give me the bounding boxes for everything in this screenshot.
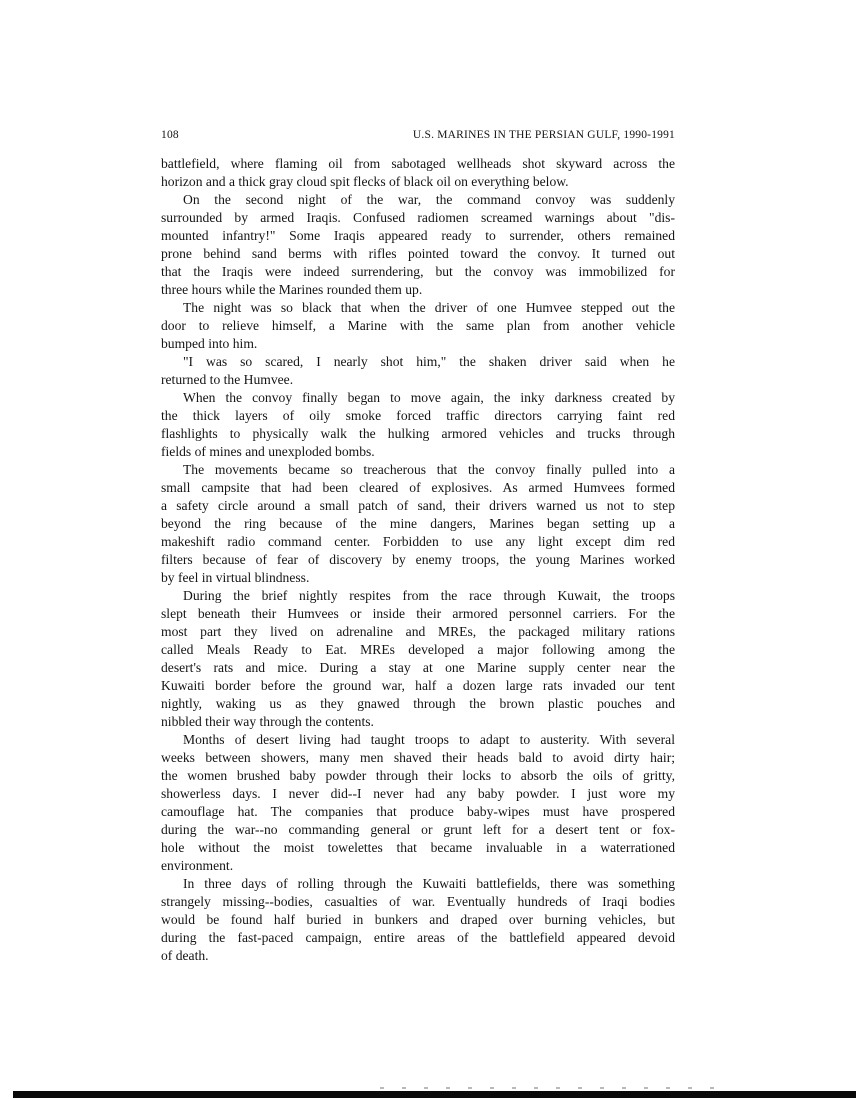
running-head <box>161 129 675 141</box>
text-line: would be found half buried in bunkers and draped over burning vehicles, but <box>161 912 675 927</box>
text-line: slept beneath their Humvees or inside their armored personnel carriers. For the <box>161 606 675 621</box>
text-line: hole without the moist towelettes that became invaluable in a waterrationed <box>161 840 675 855</box>
text-line: a safety circle around a small patch of sand, their drivers warned us not to step <box>161 498 675 513</box>
text-line: desert's rats and mice. During a stay at one Marine supply center near the <box>161 660 675 675</box>
scan-edge-bar <box>13 1091 856 1098</box>
text-line: environment. <box>161 858 234 873</box>
paragraph <box>161 875 675 965</box>
page-number: 108 <box>161 129 179 141</box>
text-line: three hours while the Marines rounded them up. <box>161 282 423 297</box>
text-line: beyond the ring because of the mine dangers, Marines began setting up a <box>161 516 675 531</box>
paragraph <box>161 587 675 731</box>
paragraph <box>161 731 675 875</box>
text-line: When the convoy finally began to move again, the inky darkness created by <box>183 390 675 405</box>
paragraph <box>161 191 675 299</box>
text-line: nibbled their way through the contents. <box>161 714 374 729</box>
text-line: horizon and a thick gray cloud spit flecks of black oil on everything below. <box>161 174 569 189</box>
running-title: U.S. MARINES IN THE PERSIAN GULF, 1990-1991 <box>412 129 675 141</box>
text-line: camouflage hat. The companies that produce baby-wipes must have prospered <box>161 804 675 819</box>
text-line: surrounded by armed Iraqis. Confused radiomen screamed warnings about "dis- <box>161 210 675 225</box>
text-line: door to relieve himself, a Marine with the same plan from another vehicle <box>161 318 675 333</box>
text-line: makeshift radio command center. Forbidden to use any light except dim red <box>161 534 675 549</box>
page-body <box>161 155 675 965</box>
text-line: during the fast-paced campaign, entire areas of the battlefield appeared devoid <box>161 930 675 945</box>
paragraph <box>161 299 675 353</box>
text-line: On the second night of the war, the command convoy was suddenly <box>183 192 675 207</box>
paragraph <box>161 353 675 389</box>
text-line: In three days of rolling through the Kuwaiti battlefields, there was something <box>183 876 675 891</box>
text-line: bumped into him. <box>161 336 258 351</box>
text-line: mounted infantry!" Some Iraqis appeared ready to surrender, others remained <box>161 228 675 243</box>
paragraph <box>161 461 675 587</box>
paragraph <box>161 389 675 461</box>
text-line: "I was so scared, I nearly shot him," the shaken driver said when he <box>183 354 675 369</box>
text-line: filters because of fear of discovery by enemy troops, the young Marines worked <box>161 552 675 567</box>
text-line: during the war--no commanding general or grunt left for a desert tent or fox- <box>161 822 675 837</box>
text-line: Kuwaiti border before the ground war, half a dozen large rats invaded our tent <box>161 678 675 693</box>
text-line: flashlights to physically walk the hulking armored vehicles and trucks through <box>161 426 675 441</box>
text-line: the thick layers of oily smoke forced traffic directors carrying faint red <box>161 408 675 423</box>
text-line: showerless days. I never did--I never had any baby powder. I just wore my <box>161 786 675 801</box>
text-line: small campsite that had been cleared of explosives. As armed Humvees formed <box>161 480 675 495</box>
text-line: of death. <box>161 948 209 963</box>
text-line: the women brushed baby powder through their locks to absorb the oils of gritty, <box>161 768 675 783</box>
text-line: The night was so black that when the driver of one Humvee stepped out the <box>183 300 675 315</box>
paragraph <box>161 155 675 191</box>
text-line: fields of mines and unexploded bombs. <box>161 444 375 459</box>
text-line: called Meals Ready to Eat. MREs developed a major following among the <box>161 642 675 657</box>
text-line: nightly, waking us as they gnawed through the brown plastic pouches and <box>161 696 675 711</box>
text-line: most part they lived on adrenaline and MREs, the packaged military rations <box>161 624 675 639</box>
text-line: The movements became so treacherous that the convoy finally pulled into a <box>183 462 675 477</box>
text-line: battlefield, where flaming oil from sabotaged wellheads shot skyward across the <box>161 156 675 171</box>
text-line: by feel in virtual blindness. <box>161 570 310 585</box>
text-line: prone behind sand berms with rifles pointed toward the convoy. It turned out <box>161 246 675 261</box>
text-line: returned to the Humvee. <box>161 372 294 387</box>
text-line: During the brief nightly respites from the race through Kuwait, the troops <box>183 588 675 603</box>
text-line: weeks between showers, many men shaved their heads bald to avoid dirty hair; <box>161 750 675 765</box>
scan-noise-dashes <box>380 1087 730 1089</box>
text-line: strangely missing--bodies, casualties of war. Eventually hundreds of Iraqi bodies <box>161 894 675 909</box>
text-line: Months of desert living had taught troops to adapt to austerity. With several <box>183 732 675 747</box>
text-line: that the Iraqis were indeed surrendering, but the convoy was immobilized for <box>161 264 675 279</box>
